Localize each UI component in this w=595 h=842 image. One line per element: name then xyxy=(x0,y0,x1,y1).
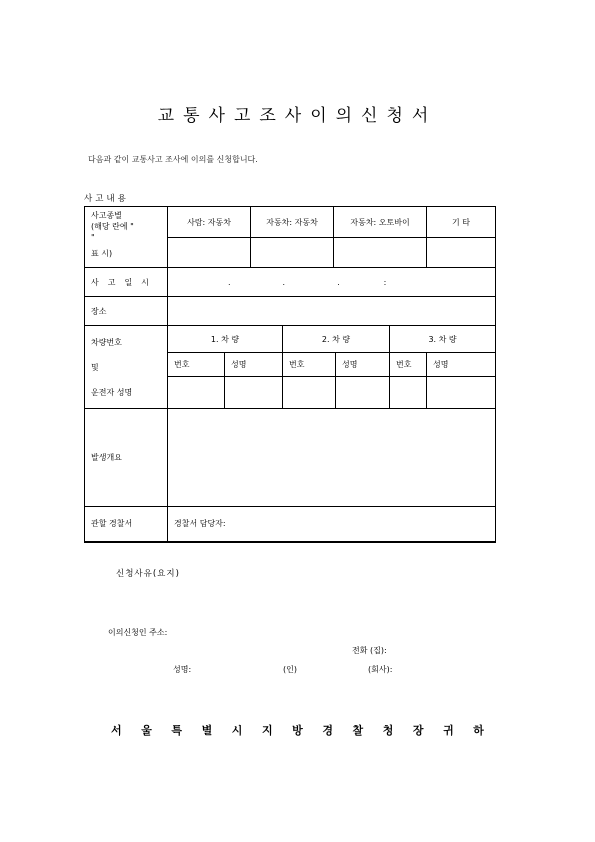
applicant-name-label: 성명: xyxy=(173,665,192,674)
type-vehicle-motorcycle-check[interactable] xyxy=(334,238,427,268)
type-other-check[interactable] xyxy=(427,238,496,268)
intro-text: 다음과 같이 교통사고 조사에 이의를 신청합니다. xyxy=(88,155,258,164)
vehicle-2-header: 2. 차 량 xyxy=(283,326,390,353)
vehicle-driver-label: 차량번호 및 운전자 성명 xyxy=(85,326,168,409)
addressee-char: 방 xyxy=(292,724,303,737)
page-title: 교통사고조사이의신청서 xyxy=(157,106,438,126)
addressee-char: 하 xyxy=(473,724,484,737)
type-vehicle-vehicle-check[interactable] xyxy=(251,238,334,268)
addressee-char: 경 xyxy=(322,724,333,737)
overview-field[interactable] xyxy=(168,409,496,507)
vehicle-3-driver-label: 성명 xyxy=(427,353,496,377)
place-field[interactable] xyxy=(168,297,496,326)
vehicle-1-plate-label: 번호 xyxy=(168,353,225,377)
datetime-label: 사고일시 xyxy=(85,268,168,297)
type-vehicle-motorcycle: 자동차: 오토바이 xyxy=(334,207,427,238)
overview-label: 발생개요 xyxy=(85,409,168,507)
datetime-field[interactable]: . . . : xyxy=(168,268,496,297)
type-person-vehicle-check[interactable] xyxy=(168,238,251,268)
station-label: 관할 경찰서 xyxy=(85,507,168,542)
reason-label: 신청사유(요지) xyxy=(116,569,180,579)
addressee-line xyxy=(111,722,484,738)
seal-label: (인) xyxy=(283,665,297,674)
addressee-char: 귀 xyxy=(443,724,454,737)
vehicle-1-driver-label: 성명 xyxy=(225,353,283,377)
vehicle-2-driver-label: 성명 xyxy=(336,353,390,377)
place-label: 장소 xyxy=(85,297,168,326)
addressee-char: 지 xyxy=(261,724,273,737)
type-vehicle-vehicle: 자동차: 자동차 xyxy=(251,207,334,238)
address-label: 이의신청인 주소: xyxy=(108,628,168,637)
vehicle-2-plate-label: 번호 xyxy=(283,353,336,377)
addressee-char: 서 xyxy=(111,724,122,737)
addressee-char: 울 xyxy=(141,724,152,737)
type-other: 기 타 xyxy=(427,207,496,238)
accident-type-label: 사고종별 (해당 란에 " " 표 시) xyxy=(85,207,168,268)
vehicle-1-plate-field[interactable] xyxy=(168,377,225,409)
vehicle-3-driver-field[interactable] xyxy=(427,377,496,409)
addressee-char: 별 xyxy=(201,724,213,737)
vehicle-2-driver-field[interactable] xyxy=(336,377,390,409)
section-label: 사고내용 xyxy=(84,194,129,204)
vehicle-3-header: 3. 차 량 xyxy=(390,326,496,353)
addressee-char: 청 xyxy=(382,724,394,737)
vehicle-3-plate-label: 번호 xyxy=(390,353,427,377)
vehicle-2-plate-field[interactable] xyxy=(283,377,336,409)
vehicle-1-header: 1. 차 량 xyxy=(168,326,283,353)
addressee-char: 찰 xyxy=(352,724,364,737)
type-person-vehicle: 사람: 자동차 xyxy=(168,207,251,238)
phone-home-label: 전화 (집): xyxy=(352,646,387,655)
addressee-char: 특 xyxy=(171,724,183,737)
vehicle-3-plate-field[interactable] xyxy=(390,377,427,409)
phone-work-label: (회사): xyxy=(368,665,393,674)
vehicle-1-driver-field[interactable] xyxy=(225,377,283,409)
addressee-char: 시 xyxy=(231,724,243,737)
station-field[interactable]: 경찰서 담당자: xyxy=(168,507,496,542)
addressee-char: 장 xyxy=(412,724,424,737)
accident-form-table xyxy=(84,206,496,543)
